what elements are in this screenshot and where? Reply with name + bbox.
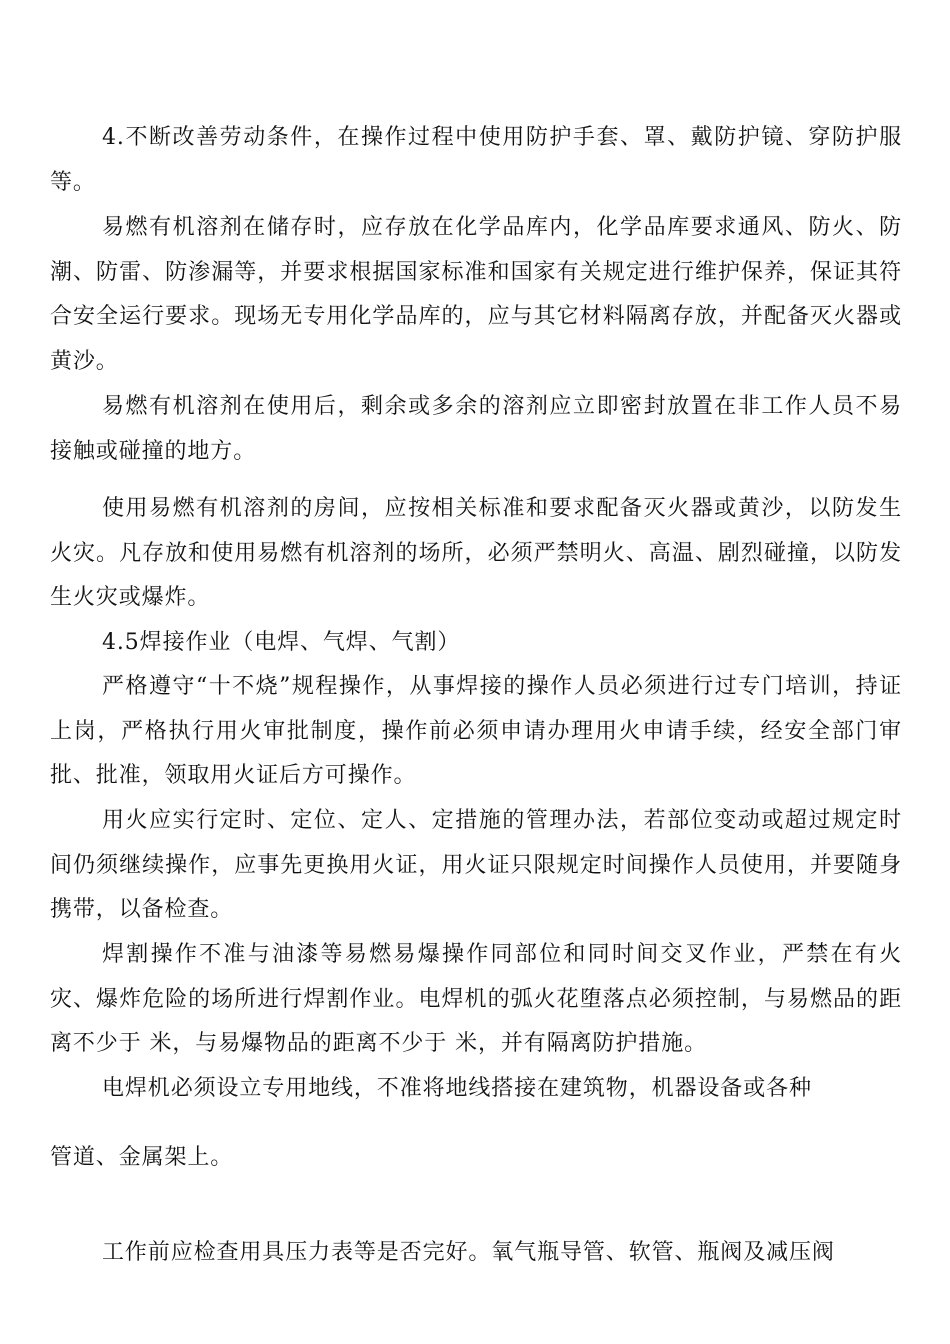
paragraph-ground-wire-continued: 管道、金属架上。 — [50, 1145, 234, 1170]
paragraph-solvent-after-use: 易燃有机溶剂在使用后，剩余或多余的溶剂应立即密封放置在非工作人员不易接触或碰撞的地方。 — [50, 394, 902, 464]
paragraph-cutting-operation: 焊割操作不准与油漆等易燃易爆操作同部位和同时间交叉作业，严禁在有火灾、爆炸危险的场所进行焊割作业。电焊机的弧火花堕落点必须控制，与易燃品的距离不少于 米，与易爆物品的距离不少于 米，并有隔离防护措施。 — [50, 942, 902, 1056]
paragraph-solvent-room: 使用易燃有机溶剂的房间，应按相关标准和要求配备灭火器或黄沙，以防发生火灾。凡存放和使用易燃有机溶剂的场所，必须严禁明火、高温、剧烈碰撞，以防发生火灾或爆炸。 — [50, 496, 902, 610]
paragraph-protection: 4.不断改善劳动条件，在操作过程中使用防护手套、罩、戴防护镜、穿防护服等。 — [50, 125, 902, 195]
paragraph-pre-work-check: 工作前应检查用具压力表等是否完好。氧气瓶导管、软管、瓶阀及减压阀 — [102, 1240, 835, 1265]
paragraph-solvent-storage: 易燃有机溶剂在储存时，应存放在化学品库内，化学品库要求通风、防火、防潮、防雷、防渗漏等，并要求根据国家标准和国家有关规定进行维护保养，保证其符合安全运行要求。现场无专用化学品库的，应与其它材料隔离存放，并配备灭火器或黄沙。 — [50, 215, 902, 374]
paragraph-ground-wire: 电焊机必须设立专用地线，不准将地线搭接在建筑物，机器设备或各种 — [102, 1076, 812, 1101]
paragraph-ten-no-burn: 严格遵守“十不烧”规程操作，从事焊接的操作人员必须进行过专门培训，持证上岗，严格执行用火审批制度，操作前必须申请办理用火申请手续，经安全部门审批、批准，领取用火证后方可操作。 — [50, 674, 902, 788]
section-heading-welding: 4.5焊接作业（电焊、气焊、气割） — [102, 630, 461, 655]
paragraph-fire-permit: 用火应实行定时、定位、定人、定措施的管理办法，若部位变动或超过规定时间仍须继续操作，应事先更换用火证，用火证只限规定时间操作人员使用，并要随身携带，以备检查。 — [50, 808, 902, 922]
